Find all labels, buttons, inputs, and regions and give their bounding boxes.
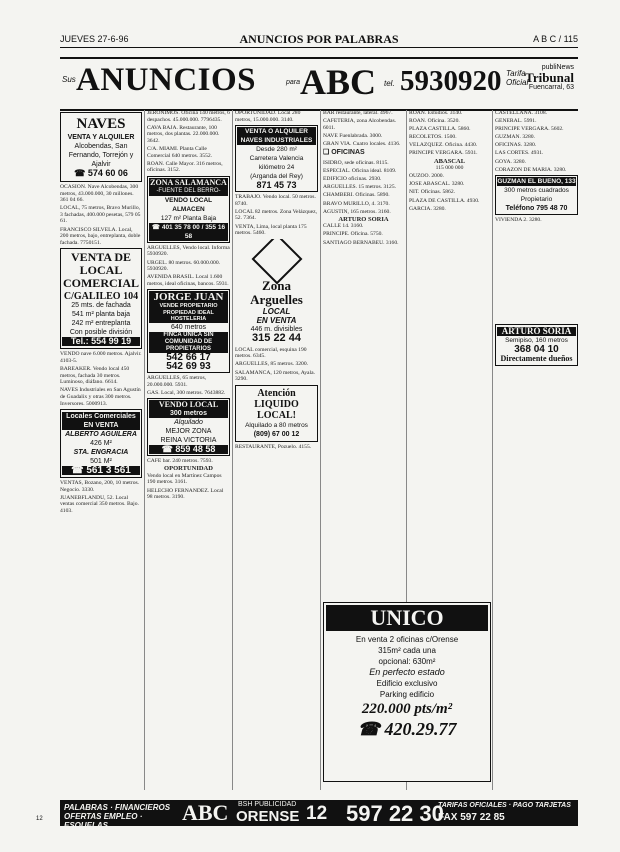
classified-ad: GARCIA. 3280. <box>409 205 446 212</box>
classified-ad: ARGUELLES. 15 metros. 3125. <box>323 184 397 191</box>
atencion-phone: (809) 67 00 12 <box>253 430 300 438</box>
column-rule <box>320 110 321 790</box>
column-3 <box>235 110 318 790</box>
classified-ad: JERONIMOS. Oficina 140 metros, 6 despachos. 45.000.000. 7796435. <box>147 110 230 123</box>
classified-ad: RESTAURANTE, Pozuelo. 4155. <box>235 443 312 450</box>
classified-ad: VENTA, Lima, local planta 175 metros. 5460. <box>235 223 307 237</box>
naves-ind-line: VENTA O ALQUILER <box>237 127 316 136</box>
zona-salamanca-ad <box>147 176 230 243</box>
oportunidad-heading: OPORTUNIDAD <box>164 465 213 473</box>
guzman-line: Propietario <box>520 196 553 204</box>
classified-ad: ESPECIAL. Oficina ideal. 8109. <box>323 168 397 175</box>
naves-title: NAVES <box>76 116 126 132</box>
jorge-juan-title: JORGE JUAN <box>149 291 228 303</box>
banner-sus: Sus <box>62 75 76 84</box>
oficinas-heading: ❑ OFICINAS <box>323 149 365 157</box>
classified-ad: OFICINAS. 3280. <box>495 142 537 149</box>
naves-industriales-ad <box>235 125 318 192</box>
classified-ad: LOCAL, 75 metros, Bravo Murillo, 3 fachadas, 400.000 pesetas, 579 05 61. <box>60 205 141 225</box>
locales-ad <box>60 409 142 478</box>
banner-tel-label: tel. <box>384 79 395 88</box>
classified-ad: GAS. Local, 300 metros. 7643882. <box>147 389 226 396</box>
unico-title: UNICO <box>326 605 488 631</box>
vendo-local-title: VENDO LOCAL <box>149 400 228 409</box>
footer-fax: FAX 597 22 85 <box>438 812 505 823</box>
classified-ad: PRINCIPE. Oficina. 5750. <box>323 231 383 238</box>
unico-line: En venta 2 oficinas c/Orense <box>355 635 459 644</box>
classified-ad: OCASION. Nave Alcobendas, 300 metros, 43.000.000, 30 millones. 361 04 66. <box>60 184 139 204</box>
unico-line: 315m² cada una <box>378 646 436 655</box>
naves-ind-phone: 871 45 73 <box>256 180 297 191</box>
header-page: A B C / 115 <box>533 34 578 44</box>
zona-phones: ☎ 401 35 78 00 / 355 16 58 <box>149 223 228 241</box>
locales-size: 501 M² <box>90 458 112 466</box>
naves-ind-line: Carretera Valencia <box>249 155 304 163</box>
classified-ad: VIVIENDA 2. 3280. <box>495 217 542 224</box>
zona-arguelles-ad <box>235 239 318 345</box>
zona-arguelles-line: EN VENTA <box>256 315 297 325</box>
classified-ad: ROAN. Estudios. 3140. <box>409 110 463 116</box>
atencion-ad <box>235 385 318 442</box>
naves-ad <box>60 112 142 182</box>
naves-ind-line: NAVES INDUSTRIALES <box>237 136 316 145</box>
classified-ad: NIT. Oficinas. 5862. <box>409 189 456 196</box>
banner-tarifa: Tarifa Oficial <box>506 69 529 87</box>
unico-phone: ☎ 420.29.77 <box>357 719 457 739</box>
classified-ad: CORAZON DE MARIA. 3280. <box>495 166 567 173</box>
classified-ad: AGUSTIN, 165 metros. 3160. <box>323 208 391 215</box>
classified-ad: ISIDRO, sede oficinas. 8115. <box>323 160 389 167</box>
header-date: JUEVES 27-6-96 <box>60 34 129 44</box>
banner-publinews <box>525 63 574 93</box>
vendo-local-metros: 300 metros <box>149 409 228 418</box>
abc-banner <box>60 57 578 111</box>
guzman-title: GUZMAN EL BUENO, 133 <box>497 178 576 186</box>
classified-ad: CALLE 14. 3160. <box>323 223 364 230</box>
classified-ad: TRABAJO. Vendo local. 50 metros. 8740. <box>235 194 316 207</box>
classified-ad: VENTAS, Bozano, 200, 10 metros. Negocio. 3330. <box>60 480 140 493</box>
arturo-soria-line: Directamente dueños <box>500 353 573 363</box>
footer-street-number: 12 <box>306 803 328 824</box>
classified-ad: PRINCIPE VERGARA. 5602. <box>495 126 564 133</box>
zona-arguelles-phone: 315 22 44 <box>252 331 301 344</box>
classified-ad: GENERAL. 5991. <box>495 118 537 125</box>
classified-ad: JUANEBFLANDU, 52. Local ventas comercial 350 metros. Bajo. 4103. <box>60 494 139 514</box>
classified-ad: ARGUELLES, Vendo local. Informa 5930920. <box>147 244 230 258</box>
classified-ad: JOSE ABASCAL. 3280. <box>409 181 465 188</box>
classified-ad: BAR restaurante, lateral. 4967. <box>323 110 393 116</box>
diamond-logo-icon <box>251 239 302 284</box>
vendo-local-street: REINA VICTORIA <box>160 437 217 445</box>
banner-title: ANUNCIOS <box>76 62 257 98</box>
classified-ad: Vendo local en Martínez Campos 190 metros. 3161. <box>147 472 222 486</box>
naves-ind-line: kilómetro 24 <box>258 164 295 172</box>
unico-ad <box>323 602 491 782</box>
classified-ad: C/A. MIAMI. Planta Calle Comercial 640 metros. 3552. <box>147 145 213 159</box>
classified-ad: EDIFICIO oficinas. 2930. <box>323 176 382 183</box>
banner-para: para <box>286 79 301 86</box>
classified-ad: SALAMANCA, 120 metros, Ayala. 3290. <box>235 369 315 383</box>
zona-salamanca-sub: -FUENTE DEL BERRO- <box>149 187 228 196</box>
column-6 <box>495 110 578 790</box>
unico-line: Edificio exclusivo <box>376 679 438 688</box>
footer-sections: PALABRAS · FINANCIEROS OFERTAS EMPLEO · ESQUELAS <box>64 803 171 830</box>
column-rule <box>144 110 145 790</box>
jorge-juan-sub: VENDE PROPIETARIO PROPIEDAD IDEAL HOSTELERIA <box>149 303 228 323</box>
jorge-juan-metros: 640 metros <box>170 323 207 331</box>
footer-phone: 597 22 30 <box>346 801 444 826</box>
classified-ad: NAVES Industriales en San Agustín de Guadalix y otras 300 metros. Inversores. 5000913. <box>60 387 141 407</box>
page-number: 12 <box>36 816 43 822</box>
arturo-soria-heading: ARTURO SORIA <box>338 215 389 223</box>
galileo-street: C/GALILEO 104 <box>63 291 139 303</box>
classified-ad: SANTIAGO BERNABEU. 3160. <box>323 239 399 246</box>
atencion-line: Alquilado a 80 metros <box>245 421 308 429</box>
naves-ind-line: (Arganda del Rey) <box>250 173 303 181</box>
classified-ad: NAVE Fuenlabrada. 3000. <box>323 132 383 139</box>
naves-ind-line: Desde 280 m² <box>256 146 297 154</box>
classified-ad: PLAZA CASTILLA. 5860. <box>409 126 471 133</box>
classified-ad: RECOLETOS. 1500. <box>409 134 457 141</box>
naves-sub: VENTA Y ALQUILER <box>67 134 135 141</box>
galileo-line: Con posible división <box>69 329 133 337</box>
zona-salamanca-title: ZONA SALAMANCA <box>150 177 227 187</box>
arturo-soria-title: ARTURO SORIA <box>497 327 576 336</box>
galileo-line: 25 mts. de fachada <box>71 302 131 310</box>
classified-ad: ARGUELLES, 85 metros. 3200. <box>235 361 309 368</box>
zona-planta: 127 m² Planta Baja <box>160 214 217 222</box>
zona-arguelles-line: LOCAL <box>262 306 291 316</box>
footer-agency: BSH PUBLICIDAD <box>238 801 297 808</box>
arturo-soria-phone: 368 04 10 <box>514 343 559 355</box>
venta-local-title: VENTA DE LOCAL COMERCIAL <box>62 250 139 291</box>
classified-ad: CAFE bar. 240 metros. 7593. <box>147 458 213 465</box>
jorge-juan-ad <box>147 289 230 373</box>
classified-ad: CHAMBERI. Oficinas. 5890. <box>323 192 390 199</box>
classified-ad: ROAN. Calle Mayor. 316 metros, oficinas. 3152. <box>147 160 223 174</box>
naves-phone: ☎ 574 60 06 <box>74 168 128 178</box>
classified-ad: 115 000 000 <box>435 165 464 172</box>
tribunal-label: Tribunal <box>525 70 574 85</box>
classified-ad: GOYA. 3280. <box>495 158 526 165</box>
classified-ad: ARGUELLES, 65 metros, 20.000.000. 5931. <box>147 374 207 388</box>
footer-street: ORENSE <box>236 808 300 825</box>
column-1 <box>60 110 142 790</box>
header-section: ANUNCIOS POR PALABRAS <box>239 32 399 46</box>
column-rule <box>492 110 493 790</box>
classified-ad: LOCAL 82 metros. Zona Velázquez, 52. 7364. <box>235 208 318 222</box>
classified-ad: GUZMAN. 3280. <box>495 134 535 141</box>
tribunal-address: Fuencarral, 63 <box>528 84 574 91</box>
classified-ad: CASTELLANA. 3108. <box>495 110 548 116</box>
classified-ad: VELAZQUEZ. Oficina. 4430. <box>409 142 478 149</box>
guzman-line: 300 metros cuadrados <box>504 187 569 195</box>
locales-street: ALBERTO AGUILERA <box>65 431 137 439</box>
unico-line: opcional: 630m² <box>378 657 436 666</box>
classified-ad: LOCAL comercial, esquina 190 metros. 6345. <box>235 346 307 360</box>
column-2 <box>147 110 230 790</box>
classified-ad: CAFETERIA, zona Alcobendas. 6011. <box>323 118 397 131</box>
zona-arguelles-title: Zona Arguelles <box>250 277 303 307</box>
unico-price: 220.000 pts/m² <box>361 701 453 717</box>
jorge-juan-phone: 542 66 17 <box>166 351 211 363</box>
abascal-heading: ABASCAL <box>433 157 466 165</box>
guzman-ad <box>495 175 578 215</box>
classified-ad: PLAZA DE CASTILLA. 4930. <box>409 197 480 204</box>
classified-ad: OUZOO. 2000. <box>409 173 444 180</box>
galileo-phone: Tel.: 554 99 19 <box>62 337 140 346</box>
naves-places: Alcobendas, San Fernando, Torrejón y Ajalvir <box>68 143 134 168</box>
page-footer-banner <box>60 800 578 830</box>
zona-arguelles-line: 446 m. divisibles <box>250 325 303 333</box>
locales-title: Locales Comerciales EN VENTA <box>62 412 140 430</box>
classified-ad: ROAN. Oficina. 3520. <box>409 118 460 125</box>
page-header <box>60 33 578 48</box>
vendo-local-phone: ☎ 859 48 58 <box>149 445 228 454</box>
classified-ad: OPORTUNIDAD. Local 280 metros, 15.000.000. 3140. <box>235 110 301 123</box>
locales-street: STA. ENGRACIA <box>73 449 129 457</box>
classified-ad: BAREAKER. Vendo local 450 metros, fachada 30 metros. Luminoso, diáfano. 6614. <box>60 366 130 386</box>
atencion-title: Atención LIQUIDO LOCAL! <box>254 387 299 421</box>
guzman-phone: Teléfono 795 48 70 <box>505 205 568 213</box>
classified-ad: CAVA BAJA. Restaurante, 100 metros, dos plantas. 22.000.000. 3642. <box>147 124 220 144</box>
arturo-soria-ad <box>495 324 578 366</box>
vendo-local-ad <box>147 398 230 456</box>
vendo-local-alquilado: Alquilado <box>174 419 203 427</box>
finca-unica: FINCA UNICA SIN COMUNIDAD DE PROPIETARIOS <box>149 332 228 353</box>
banner-abc-logo: ABC <box>300 62 377 102</box>
footer-abc-logo: ABC <box>182 800 229 825</box>
classified-ad: HELECHO FERNANDEZ. Local 98 metros. 3190. <box>147 487 224 501</box>
publinews-label: publiNews <box>541 64 574 71</box>
classified-ad: LAS CORTES. 4931. <box>495 150 544 157</box>
column-rule <box>232 110 233 790</box>
vendo-local-zona: MEJOR ZONA <box>165 428 212 436</box>
classifieds-columns <box>60 110 578 790</box>
classified-ad: GRAN VIA. Cuatro locales. 4136. <box>323 140 401 147</box>
jorge-juan-phone: 542 69 93 <box>166 360 211 372</box>
classified-ad: BRAVO MURILLO, 4. 3170. <box>323 200 390 207</box>
locales-phone: ☎ 561 3 561 <box>62 466 140 475</box>
classified-ad: URGEL. 80 metros. 60.000.000. 5930920. <box>147 259 221 273</box>
classified-ad: AVENIDA BRASIL. Local 1.600 metros, ideal oficinas, bancos. 5931. <box>147 274 229 287</box>
arturo-soria-line: Semipiso, 160 metros <box>505 336 568 344</box>
classified-ad: PRINCIPE VERGARA. 5931. <box>409 150 478 157</box>
zona-venta: VENDO LOCAL ALMACEN <box>164 196 213 213</box>
galileo-ad <box>60 248 142 349</box>
footer-tarifas: TARIFAS OFICIALES · PAGO TARJETAS <box>438 802 571 809</box>
galileo-line: 541 m² planta baja <box>72 311 130 319</box>
banner-phone: 5930920 <box>400 65 502 97</box>
galileo-line: 242 m² entreplanta <box>71 320 131 328</box>
classified-ad: FRANCISCO SILVELA. Local, 200 metros, bajo, entreplanta, doble fachada. 7750151. <box>60 226 141 246</box>
classified-ad: VENDO nave 6.000 metros. Ajalvir. 4103-5. <box>60 351 142 364</box>
unico-line: En perfecto estado <box>369 667 445 677</box>
locales-size: 426 M² <box>90 440 112 448</box>
unico-line: Parking edificio <box>379 690 435 699</box>
